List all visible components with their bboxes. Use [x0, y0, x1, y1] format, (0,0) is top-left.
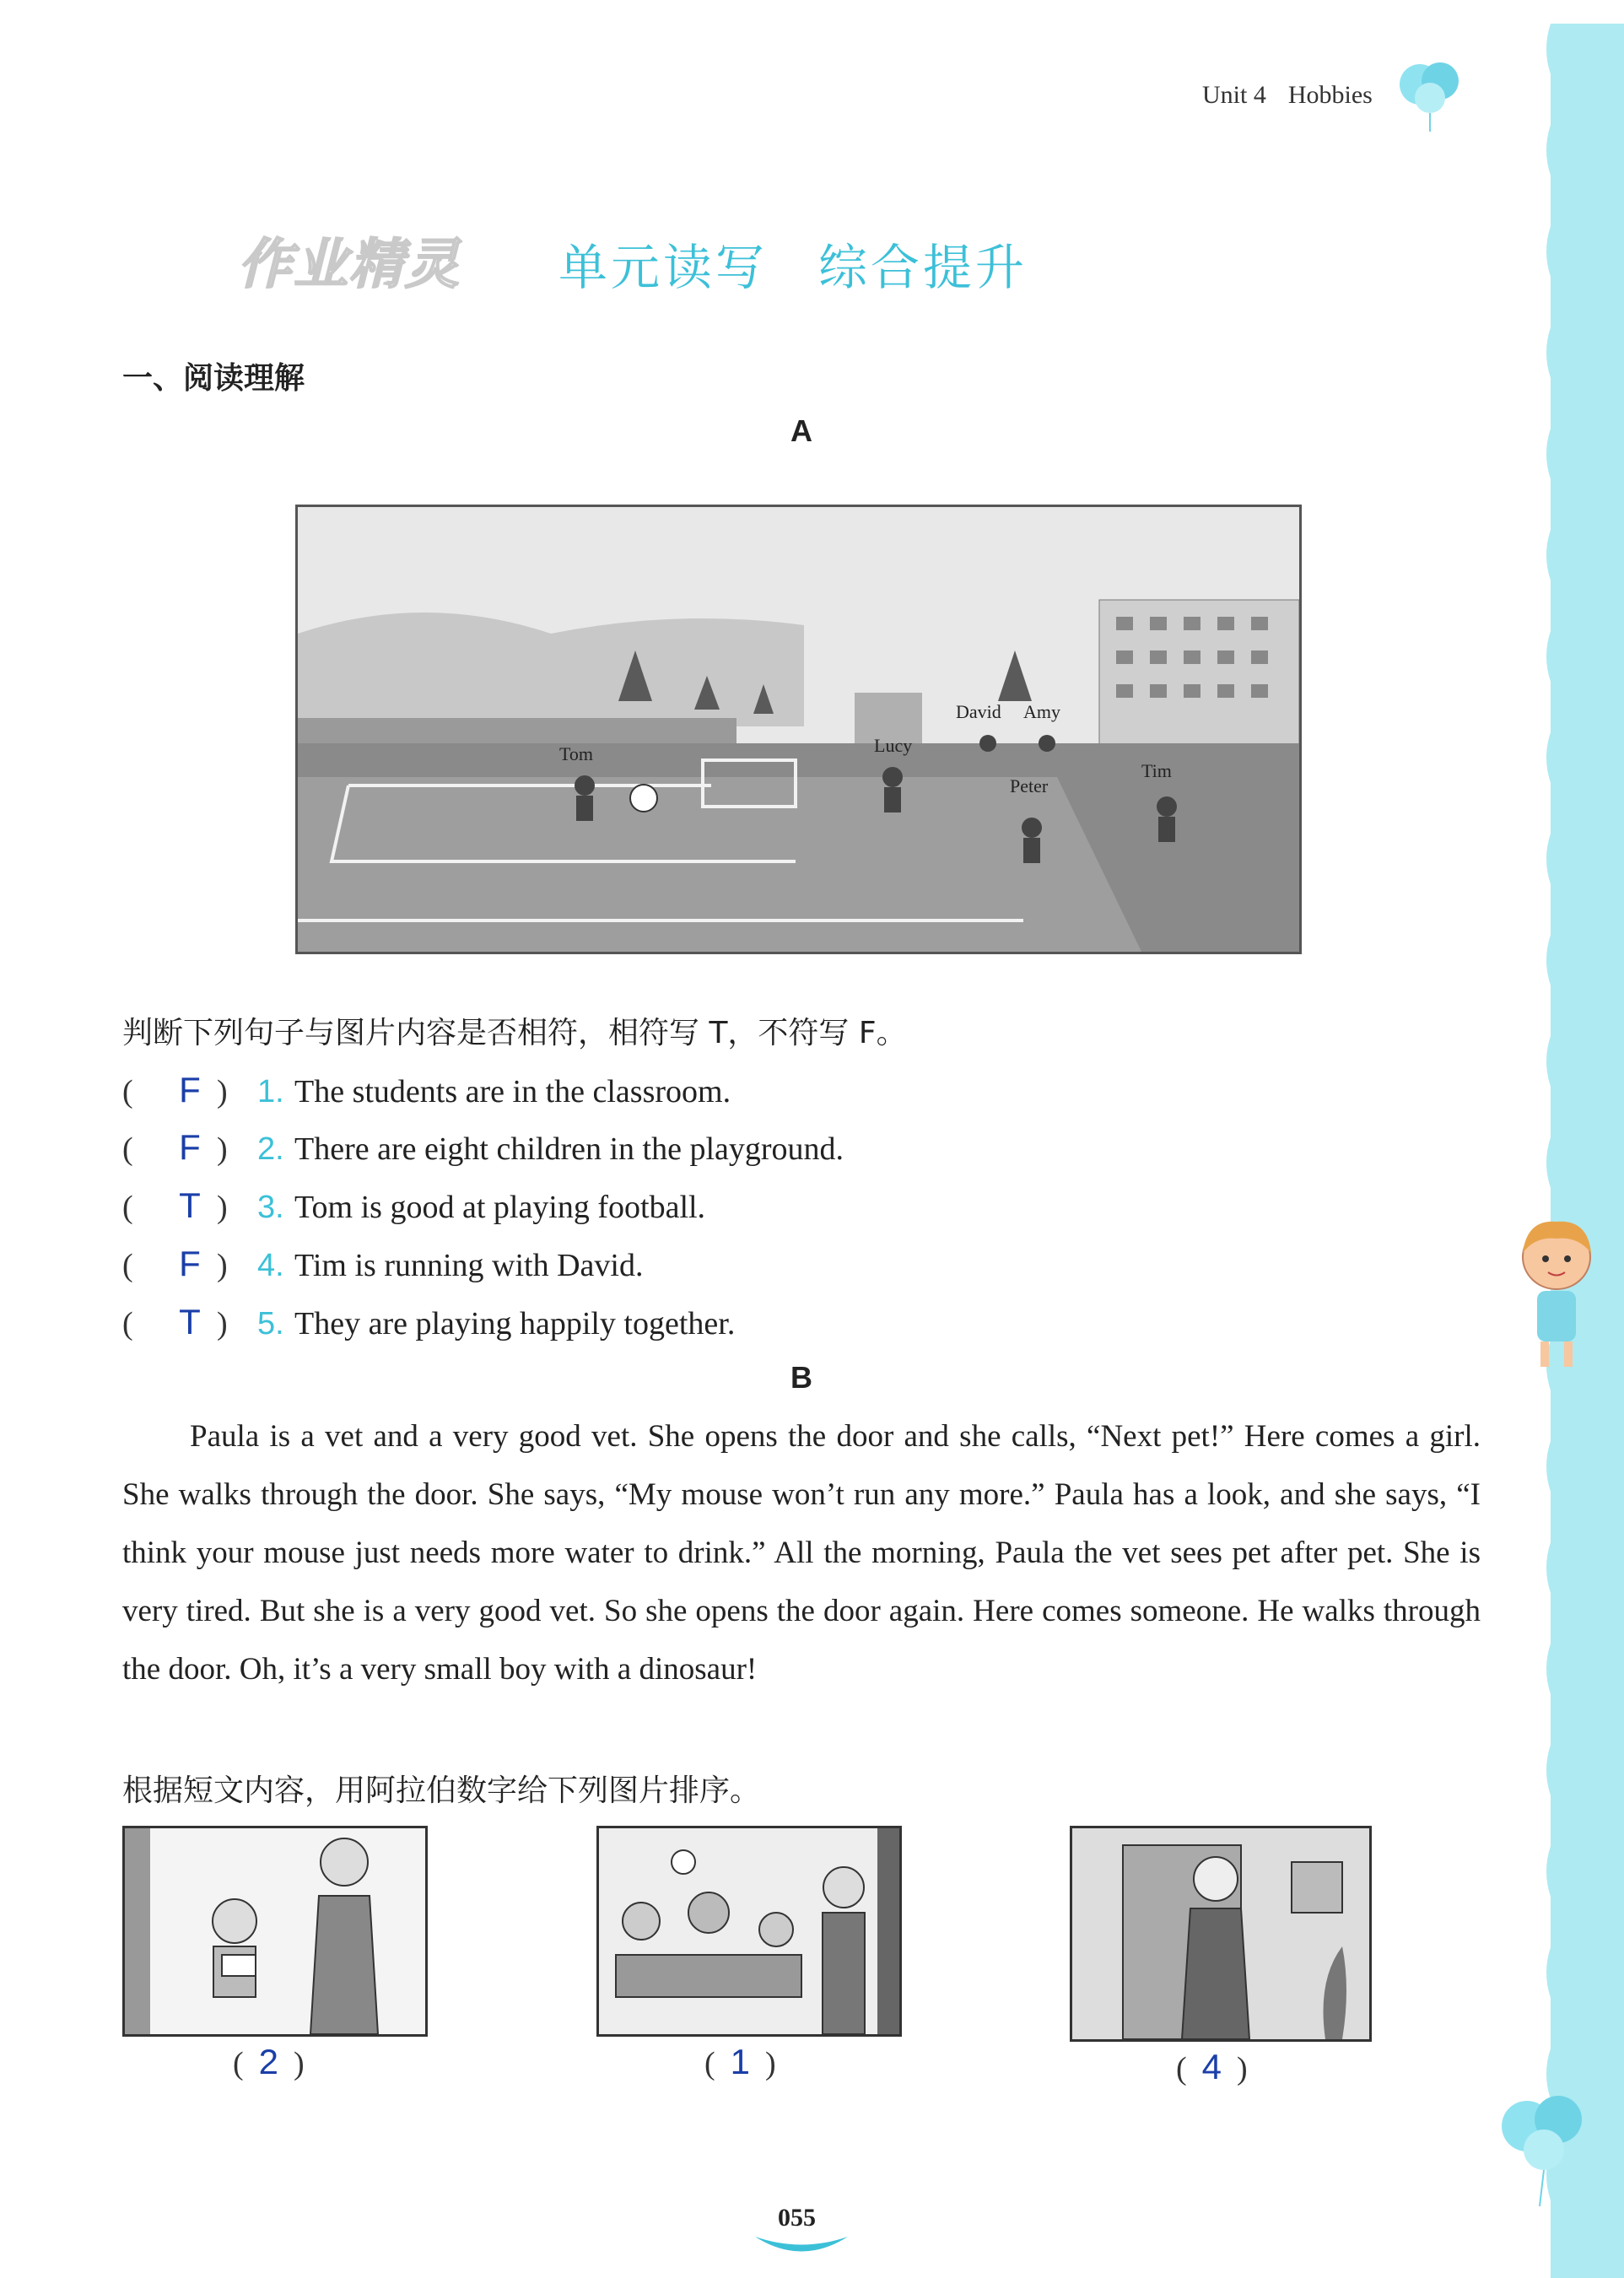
question-text: The students are in the classroom. — [294, 1074, 731, 1109]
question-number: 5. — [257, 1306, 284, 1341]
name-label-tim: Tim — [1141, 760, 1172, 781]
question-row: ( T ) 5. They are playing happily together. — [122, 1300, 735, 1344]
question-number: 1. — [257, 1074, 284, 1109]
question-text: Tom is good at playing football. — [294, 1190, 706, 1225]
question-number: 4. — [257, 1248, 284, 1283]
banner-title-part1: 单元读写 — [558, 239, 769, 296]
answer-2[interactable]: F — [179, 1127, 201, 1167]
part-a-instruction: 判断下列句子与图片内容是否相符，相符写 T，不符写 F。 — [122, 1016, 907, 1050]
picture-illustration — [125, 1828, 425, 2034]
question-row: ( F ) 4. Tim is running with David. — [122, 1242, 643, 1286]
section-title: 一、阅读理解 — [122, 361, 305, 396]
question-row: ( F ) 2. There are eight children in the playground. — [122, 1126, 844, 1169]
topic-label: Hobbies — [1287, 81, 1373, 109]
answer-3[interactable]: T — [179, 1185, 201, 1225]
wavy-edge-decoration — [1540, 24, 1561, 2278]
running-header — [1202, 81, 1395, 110]
picture-answer-3[interactable]: 4 — [1201, 2047, 1222, 2086]
side-decoration-band — [1551, 24, 1624, 2278]
picture-answer: ( 4 ) — [1176, 2047, 1248, 2086]
part-b-label: B — [790, 1360, 812, 1395]
question-number: 2. — [257, 1131, 284, 1167]
page-number: 055 — [778, 2204, 816, 2232]
playground-picture — [295, 505, 1302, 954]
name-label-lucy: Lucy — [874, 735, 913, 756]
name-label-peter: Peter — [1010, 775, 1049, 796]
picture-illustration — [599, 1828, 899, 2034]
picture-answer-1[interactable]: 2 — [258, 2042, 279, 2081]
question-text: They are playing happily together. — [294, 1306, 736, 1341]
picture-answer: ( 2 ) — [233, 2042, 305, 2081]
name-label-tom: Tom — [559, 743, 594, 764]
picture-answer-2[interactable]: 1 — [730, 2042, 751, 2081]
question-number: 3. — [257, 1190, 284, 1225]
question-text: There are eight children in the playground. — [294, 1131, 844, 1167]
girl-cartoon-icon — [1510, 1215, 1603, 1375]
banner-title — [558, 228, 1078, 299]
playground-scene — [298, 507, 1299, 952]
balloons-icon — [1497, 2084, 1590, 2211]
banner-title-part2: 综合提升 — [818, 239, 1028, 296]
answer-4[interactable]: F — [179, 1244, 201, 1283]
unit-label: Unit 4 — [1202, 81, 1266, 109]
question-text: Tim is running with David. — [294, 1248, 644, 1283]
watermark-logo: 作业精灵 — [238, 234, 461, 296]
page-number-swoosh-icon — [751, 2232, 852, 2258]
answer-5[interactable]: T — [179, 1302, 201, 1341]
answer-1[interactable]: F — [179, 1070, 201, 1109]
part-b-instruction: 根据短文内容，用阿拉伯数字给下列图片排序。 — [122, 1773, 761, 1808]
picture-answer: ( 1 ) — [704, 2042, 776, 2081]
question-row: ( F ) 1. The students are in the classroom. — [122, 1068, 731, 1112]
reading-passage: Paula is a vet and a very good vet. She opens the door and she calls, “Next pet!” Here comes a girl. She walks through the door. She says, “My mouse won’t run any more.” Paula has a look, and she says, “I think your mouse just needs more water to drink.” All the morning, Paula the vet sees pet after pet. She is very tired. But she is a very good vet. So she opens the door again. Here comes someone. He walks through the door. Oh, it’s a very small boy with a dinosaur! — [122, 1419, 1481, 1687]
name-label-david: David — [956, 701, 1001, 722]
balloon-icon — [1396, 54, 1464, 135]
question-row: ( T ) 3. Tom is good at playing football. — [122, 1184, 705, 1228]
name-label-amy: Amy — [1023, 701, 1060, 722]
story-picture-girl-with-mouse — [122, 1826, 428, 2037]
picture-illustration — [1072, 1828, 1369, 2039]
part-a-label: A — [790, 413, 812, 448]
story-picture-vet-at-door — [1070, 1826, 1372, 2042]
story-picture-waiting-room — [596, 1826, 902, 2037]
